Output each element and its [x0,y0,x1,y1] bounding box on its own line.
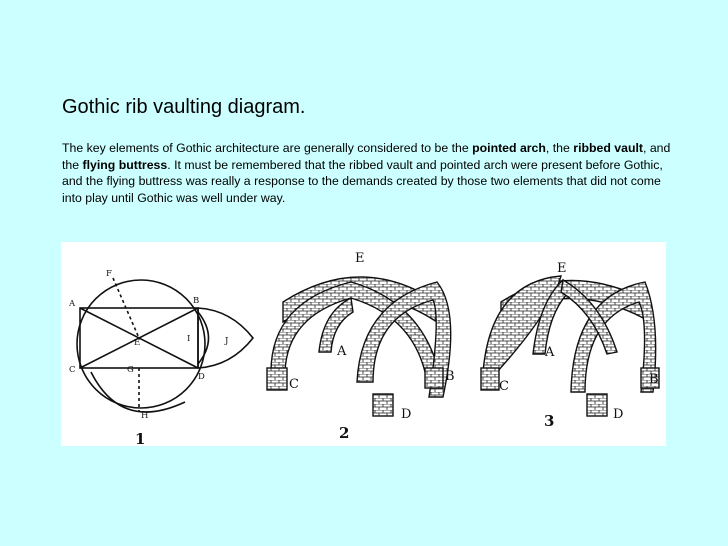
plan-label-b: B [193,296,200,306]
vault2-label-b: B [445,369,455,384]
plan-label-c: C [69,365,76,375]
figure-number-2: 2 [339,424,350,442]
vault2-label-e: E [355,251,365,266]
groin-vault-drawing [267,277,451,416]
slide-title: Gothic rib vaulting diagram. [62,96,306,118]
body-paragraph [62,140,672,206]
vault3-label-b: B [649,372,659,387]
vault2-label-a: A [337,344,347,359]
vault3-label-e: E [557,261,567,276]
text-segment: , the [545,141,574,155]
plan-label-a: A [69,299,76,309]
rib-vault-figure [61,242,666,446]
ribbed-vault-drawing [481,276,659,416]
text-segment: The key elements of Gothic architecture are generally considered to be the [62,141,473,155]
vault3-label-d: D [613,407,624,422]
term-flying-buttress: flying buttress [82,157,168,172]
vault3-label-a: A [545,345,555,360]
figure-number-3: 3 [544,412,555,430]
plan-label-h: H [141,411,149,421]
text-segment: , and the [62,141,671,172]
figure-number-1: 1 [135,430,146,446]
plan-label-f: F [106,269,112,279]
plan-label-g: G [127,365,134,375]
vault3-label-c: C [499,379,509,394]
plan-label-j: J [225,336,229,346]
plan-label-i: I [187,334,191,344]
vault2-label-c: C [289,377,299,392]
term-pointed-arch: pointed arch [472,141,546,155]
term-ribbed-vault: ribbed vault [573,141,643,155]
vault2-label-d: D [401,407,412,422]
plan-label-e: E [134,338,141,348]
text-segment: . It must be remembered that the ribbed vault and pointed arch were present before Gothic, and the flying buttress was really a response to the demands created by those two elements that did not come into play until Gothic was well under way. [62,157,663,205]
plan-label-d: D [198,372,205,382]
